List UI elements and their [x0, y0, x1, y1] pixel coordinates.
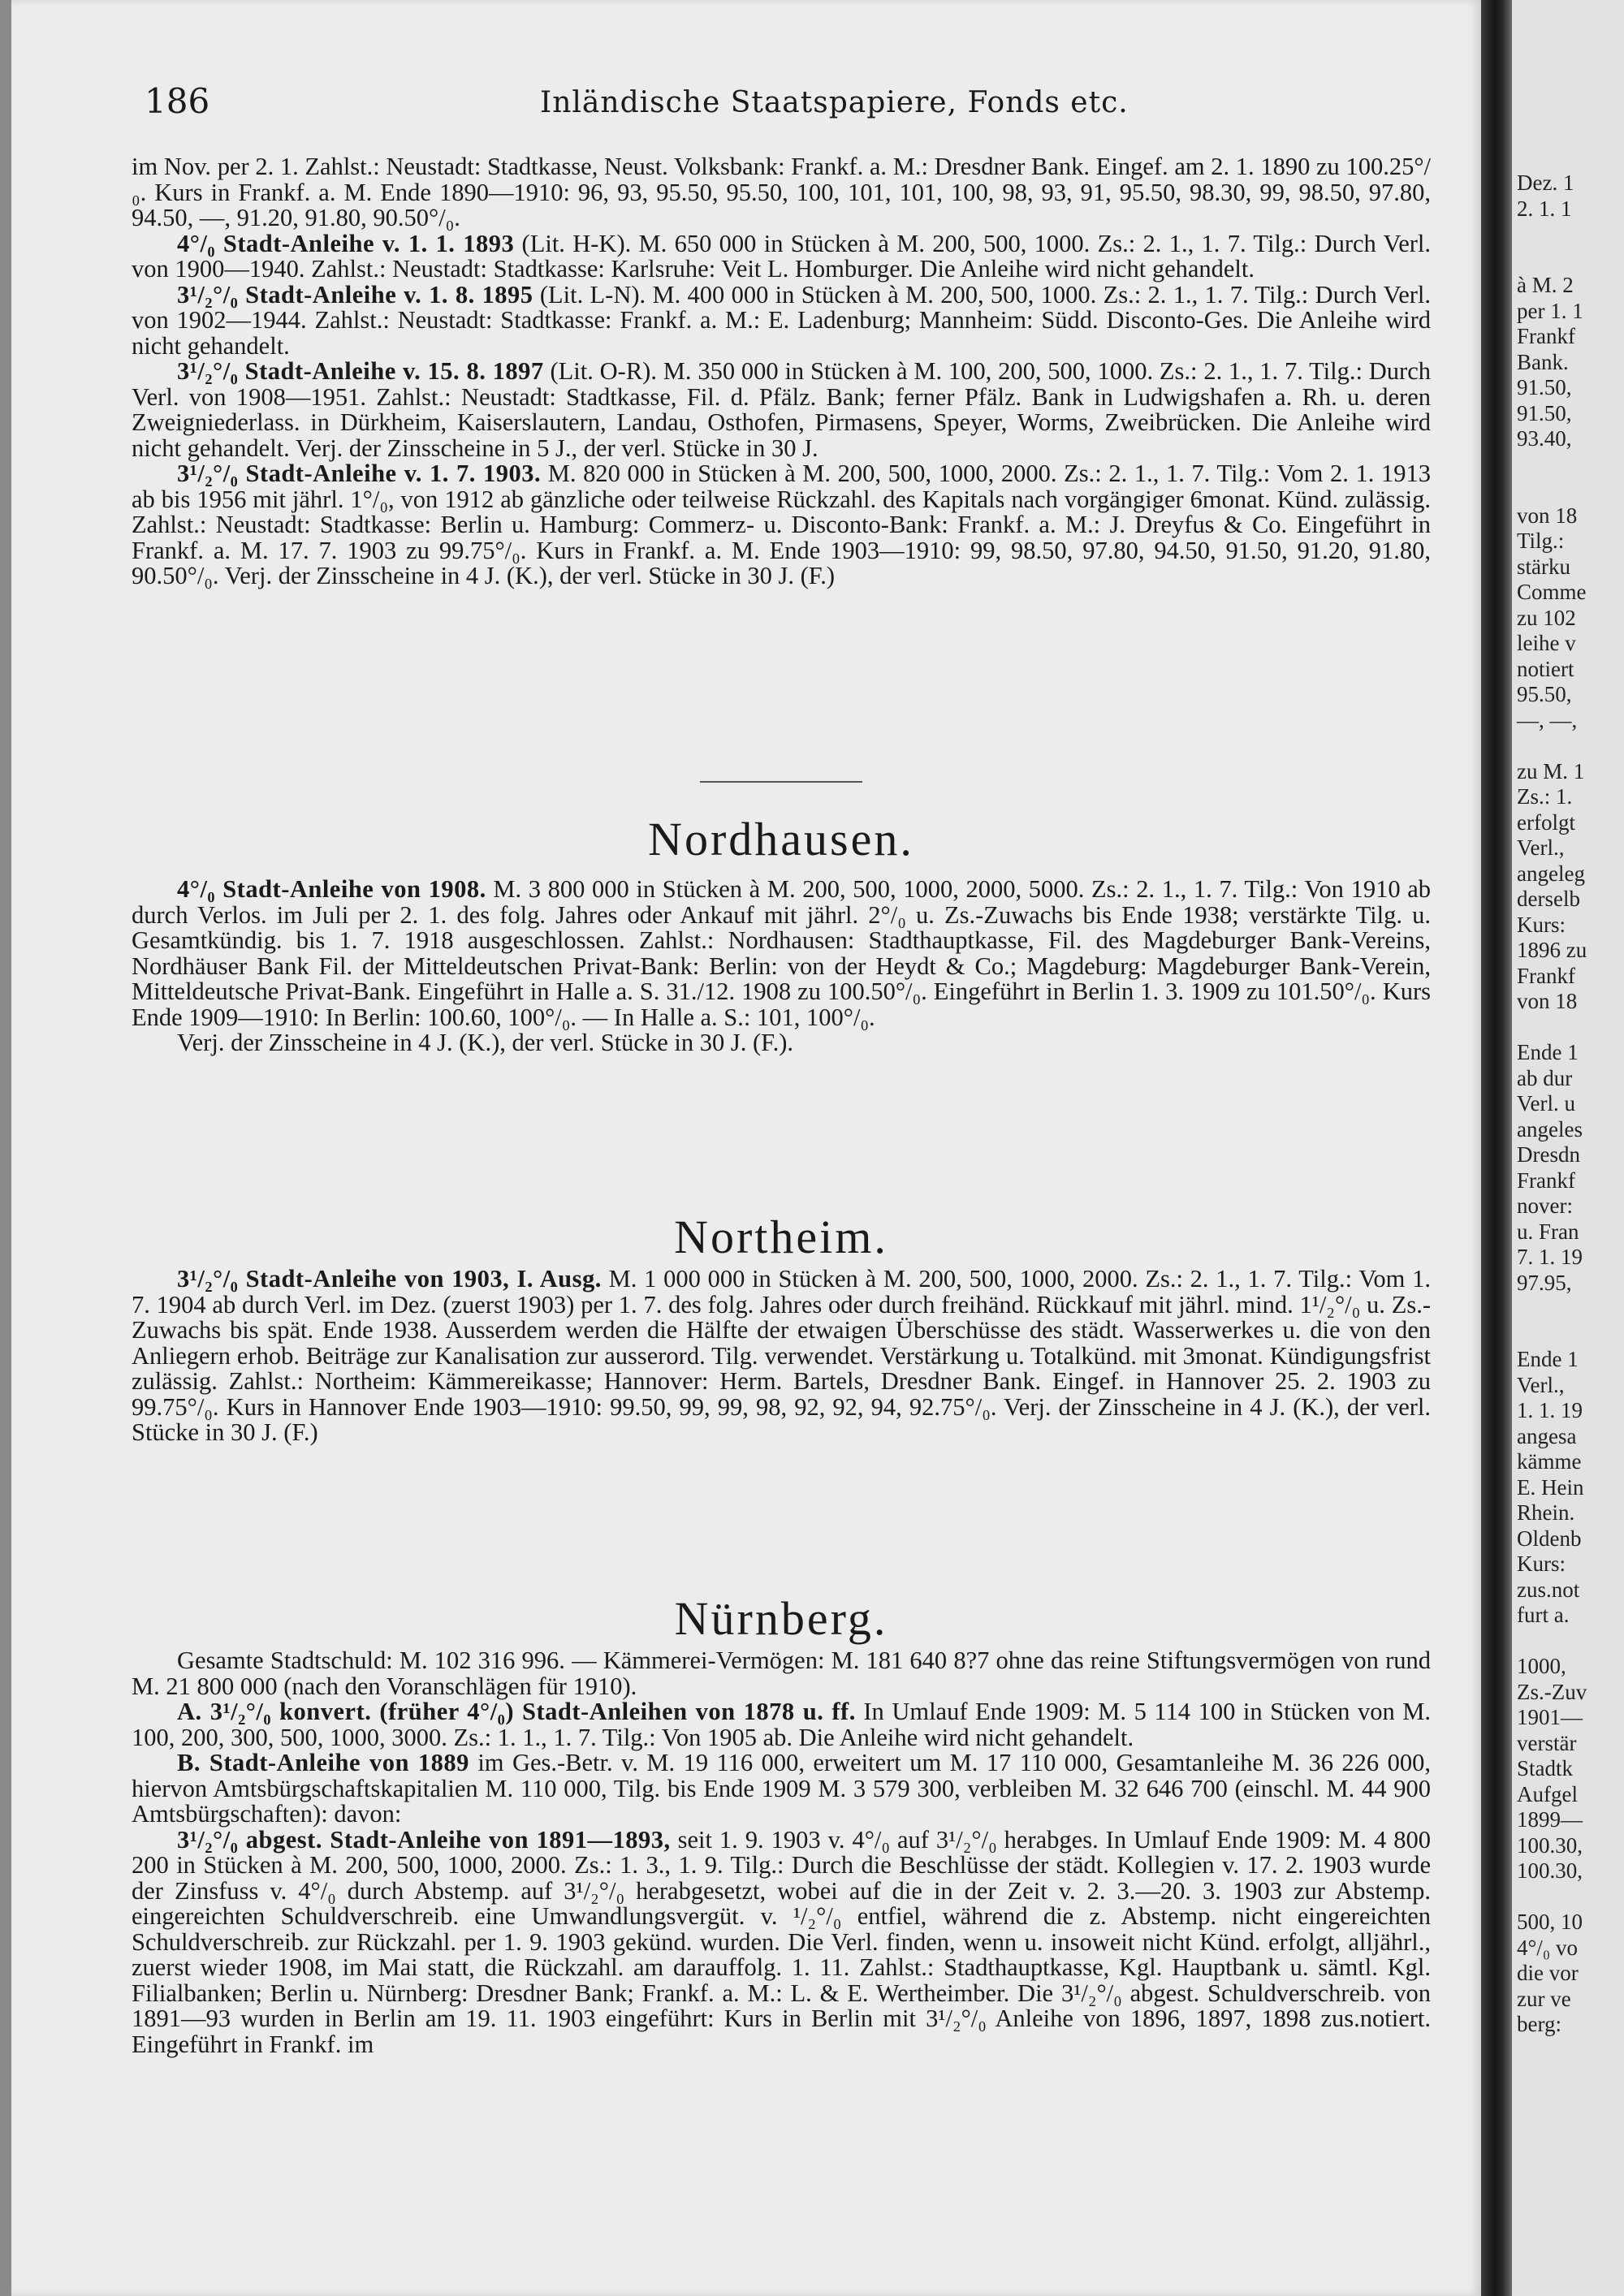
entry-body: M. 3 800 000 in Stücken à M. 200, 500, 1000, 2000, 5000. Zs.: 2. 1., 1. 7. Tilg.: Von 1910 ab durch Verlos. im Juli per 2. 1. des folg. Jahres oder Ankauf mit jährl. 2°/₀ u. Zs.-Zuwachs bis Ende 1938; verstärkte Tilg. u. Gesamtkündig. bis 1. 7. 1918 ausgeschlossen. Zahlst.: Nordhausen: Stadthauptkasse, Fil. des Magdeburger Bank-Vereins, Nordhäuser Bank Fil. der Mitteldeutschen Privat-Bank: Berlin: von der Heydt & Co.; Magdeburg: Magdeburger Bank-Verein, Mitteldeutsche Privat-Bank. Eingeführt in Halle a. S. 31./12. 1908 zu 100.50°/₀. Eingeführt in Berlin 1. 3. 1909 zu 101.50°/₀. Kurs Ende 1909—1910: In Berlin: 100.60, 100°/₀. — In Halle a. S.: 101, 100°/₀. [132, 875, 1432, 1031]
facing-page-fragment: zu 102 [1517, 605, 1576, 630]
facing-page-fragment: 91.50, [1517, 400, 1572, 425]
entry-paragraph [132, 1699, 1431, 1750]
facing-page-fragment: Kurs: [1517, 1552, 1566, 1576]
entry-body: seit 1. 9. 1903 v. 4°/₀ auf 3¹/₂°/₀ herabges. In Umlauf Ende 1909: M. 4 800 200 in Stücken à M. 200, 500, 1000, 2000. Zs.: 1. 3., 1. 9. Tilg.: Durch die Beschlüsse der städt. Kollegien v. 17. 2. 1903 wurde der Zinsfuss v. 4°/₀ durch Abstemp. auf 3¹/₂°/₀ herabgesetzt, wobei auf die in der Zeit v. 2. 3.—20. 3. 1903 zur Abstemp. eingereichten Schuldverschreib. eine Umwandlungsvergüt. v. ¹/₂°/₀ entfiel, während die z. Abstemp. nicht eingereichten Schuldverschreib. zur Rückzahl. per 1. 9. 1903 gekünd. wurden. Die Verl. finden, wenn u. insoweit nicht Künd. erfolgt, alljährl., zuerst wieder 1908, im Mai statt, die Rückzahl. am darauffolg. 1. 11. Zahlst.: Stadthauptkasse, Kgl. Hauptbank u. sämtl. Kgl. Filialbanken; Berlin u. Nürnberg: Dresdner Bank; Frankf. a. M.: L. & E. Wertheimber. Die 3¹/₂°/₀ abgest. Schuldverschreib. von 1891—93 wurden in Berlin am 19. 11. 1903 eingeführt: Kurs in Berlin mit 3¹/₂°/₀ Anleihe von 1896, 1897, 1898 zus.notiert. Eingeführt in Frankf. im [132, 1825, 1431, 2058]
entry-body: M. 1 000 000 in Stücken à M. 200, 500, 1000, 2000. Zs.: 2. 1., 1. 7. Tilg.: Vom 1. 7. 1904 ab durch Verl. im Dez. (zuerst 1903) per 1. 7. des folg. Jahres oder durch freihänd. Rückkauf mit jährl. mind. 1¹/₂°/₀ u. Zs.-Zuwachs bis spät. Ende 1938. Ausserdem werden die Hälfte der etwaigen Überschüsse des städt. Wasserwerkes u. die von den Anliegern erhob. Beiträge zur Kanalisation zur ausserord. Tilg. verwendet. Verstärkung u. Totalkünd. mit 3monat. Kündigungsfrist zulässig. Zahlst.: Northeim: Kämmereikasse; Hannover: Herm. Bartels, Dresdner Bank. Eingef. in Hannover 25. 2. 1903 zu 99.75°/₀. Kurs in Hannover Ende 1903—1910: 99.50, 99, 99, 98, 92, 92, 94, 92.75°/₀. Verj. der Zinsscheine in 4 J. (K.), der verl. Stücke in 30 J. (F.) [132, 1265, 1431, 1446]
facing-page-fragment: per 1. 1 [1517, 298, 1583, 323]
facing-page-fragment: Frankf [1517, 324, 1575, 348]
facing-page-fragment: 1896 zu [1517, 938, 1587, 962]
facing-page-fragment: Verl. u [1517, 1091, 1575, 1116]
paragraph: im Nov. per 2. 1. Zahlst.: Neustadt: Stadtkasse, Neust. Volksbank: Frankf. a. M.: Dresdner Bank. Eingef. am 2. 1. 1890 zu 100.25°/₀. Kurs in Frankf. a. M. Ende 1890—1910: 96, 93, 95.50, 95.50, 100, 101, 101, 100, 98, 93, 91, 95.50, 98.30, 99, 98.50, 97.80, 94.50, —, 91.20, 91.80, 90.50°/₀. [132, 153, 1431, 231]
entry-paragraph [132, 1825, 1431, 2058]
facing-page-fragment: furt a. [1517, 1603, 1570, 1627]
facing-page-fragment: 1000, [1517, 1654, 1566, 1678]
facing-page-fragment: Rhein. [1517, 1500, 1575, 1525]
facing-page-fragment: Dez. 1 [1517, 170, 1574, 195]
entry-paragraph [132, 1267, 1431, 1446]
entry-body: (Lit. H-K). M. 650 000 in Stücken à M. 200, 500, 1000. Zs.: 2. 1., 1. 7. Tilg.: Durch Verl. von 1900—1940. Zahlst.: Neustadt: Stadtkasse: Karlsruhe: Veit L. Homburger. Die Anleihe wird nicht gehandelt. [132, 229, 1431, 283]
entry-heading: A. 3¹/₂°/₀ konvert. (früher 4°/₀) Stadt-Anleihen von 1878 u. ff. [177, 1698, 856, 1725]
entry-body: im Ges.-Betr. v. M. 19 116 000, erweitert um M. 17 110 000, Gesamtanleihe M. 36 226 000, hiervon Amtsbürgschaftskapitalien M. 110 000, Tilg. bis Ende 1909 M. 3 579 300, verbleiben M. 32 646 700 (einschl. M. 44 900 Amtsbürgschaften): davon: [132, 1749, 1431, 1828]
entry-paragraph [132, 461, 1431, 589]
facing-page-fragment: stärku [1517, 554, 1570, 579]
facing-page-fragment: 95.50, [1517, 682, 1572, 706]
entry-heading: 3¹/₂°/₀ Stadt-Anleihe von 1903, I. Ausg. [177, 1265, 602, 1293]
entry-paragraph [132, 231, 1431, 283]
facing-page-fragment: Aufgel [1517, 1781, 1578, 1806]
book-gutter [1481, 0, 1512, 2296]
facing-page-fragment: zur ve [1517, 1986, 1571, 2011]
entry-heading: 4°/₀ Stadt-Anleihe von 1908. [177, 875, 486, 903]
facing-page-fragment: derselb [1517, 887, 1580, 911]
facing-page-fragment: Verl., [1517, 1372, 1565, 1397]
entry-heading: 4°/₀ Stadt-Anleihe v. 1. 1. 1893 [177, 229, 515, 257]
facing-page-fragment: notiert [1517, 656, 1574, 681]
facing-page-fragment: nover: [1517, 1193, 1573, 1218]
entry-paragraph [132, 877, 1431, 1030]
facing-page-fragment: leihe v [1517, 631, 1576, 655]
facing-page-fragment: 1. 1. 19 [1517, 1398, 1583, 1422]
facing-page-fragment: ab dur [1517, 1065, 1573, 1090]
facing-page-fragment: von 18 [1517, 503, 1578, 528]
facing-page-fragment: 500, 10 [1517, 1910, 1583, 1934]
paragraph: Verj. der Zinsscheine in 4 J. (K.), der verl. Stücke in 30 J. (F.). [177, 1029, 794, 1056]
section-title-northeim: Northeim. [674, 1211, 888, 1263]
section-title-nordhausen: Nordhausen. [648, 813, 914, 865]
entry-heading: 3¹/₂°/₀ Stadt-Anleihe v. 1. 8. 1895 [177, 280, 533, 309]
entry-paragraph [132, 1750, 1431, 1828]
facing-page-fragment: zu M. 1 [1517, 758, 1585, 783]
facing-page-fragment: 4°/₀ vo [1517, 1935, 1578, 1960]
facing-page-fragment: E. Hein [1517, 1474, 1584, 1500]
facing-page-fragment: kämme [1517, 1449, 1582, 1474]
page-number: 186 [145, 81, 210, 121]
facing-page-fragment: 93.40, [1517, 426, 1572, 451]
facing-page-fragment: Stadtk [1517, 1756, 1574, 1780]
entry-body: M. 820 000 in Stücken à M. 200, 500, 1000, 2000. Zs.: 2. 1., 1. 7. Tilg.: Vom 2. 1. 1913 ab bis 1956 mit jährl. 1°/₀, von 1912 ab gänzliche oder teilweise Rückzahl. des Kapitals nach vorgängiger 6monat. Künd. zulässig. Zahlst.: Neustadt: Stadtkasse: Berlin u. Hamburg: Commerz- u. Disconto-Bank: Frankf. a. M.: J. Dreyfus & Co. Eingeführt in Frankf. a. M. 17. 7. 1903 zu 99.75°/₀. Kurs in Frankf. a. M. Ende 1903—1910: 99, 98.50, 97.80, 94.50, 91.50, 91.20, 91.80, 90.50°/₀. Verj. der Zinsscheine in 4 J. (K.), der verl. Stücke in 30 J. (F.) [132, 460, 1431, 589]
facing-page-fragment: 2. 1. 1 [1517, 196, 1572, 221]
facing-page-fragment: u. Fran [1517, 1219, 1579, 1244]
facing-page-fragment: 7. 1. 19 [1517, 1245, 1583, 1269]
entry-body: (Lit. L-N). M. 400 000 in Stücken à M. 200, 500, 1000. Zs.: 2. 1., 1. 7. Tilg.: Durch Verl. von 1902—1944. Zahlst.: Neustadt: Stadtkasse: Frankf. a. M.: E. Ladenburg; Mannheim: Südd. Disconto-Ges. Die Anleihe wird nicht gehandelt. [132, 280, 1431, 360]
entry-paragraph [132, 280, 1431, 360]
facing-page-fragment: Oldenb [1517, 1526, 1582, 1551]
section-divider [700, 781, 862, 783]
entry-body: (Lit. O-R). M. 350 000 in Stücken à M. 100, 200, 500, 1000. Zs.: 2. 1., 1. 7. Tilg.: Durch Verl. von 1908—1951. Zahlst.: Neustadt: Stadtkasse, Fil. d. Pfälz. Bank; ferner Pfälz. Bank in Ludwigshafen a. Rh. u. deren Zweigniederlass. in Dürkheim, Kaiserslautern, Landau, Osthofen, Pirmasens, Speyer, Worms, Zweibrücken. Die Anleihe wird nicht gehandelt. Verj. der Zinsscheine in 5 J., der verl. Stücke in 30 J. [132, 357, 1432, 462]
entry-paragraph [132, 359, 1431, 461]
facing-page-fragment: berg: [1517, 2012, 1561, 2036]
paragraph: Gesamte Stadtschuld: M. 102 316 996. — Kämmerei-Vermögen: M. 181 640 8?7 ohne das reine Stiftungsvermögen von rund M. 21 800 000 (nach den Voranschlägen für 1910). [132, 1646, 1431, 1700]
facing-page-fragment: angesa [1517, 1423, 1577, 1448]
entry-body: In Umlauf Ende 1909: M. 5 114 100 in Stücken von M. 100, 200, 300, 500, 1000, 3000. Zs.: 1. 1., 1. 7. Tilg.: Von 1905 ab. Die Anleihe wird nicht gehandelt. [132, 1698, 1432, 1751]
facing-page-fragment: von 18 [1517, 989, 1578, 1013]
facing-page-fragment: Kurs: [1517, 912, 1566, 937]
facing-page-fragment: Frankf [1517, 963, 1575, 988]
running-head: Inländische Staatspapiere, Fonds etc. [540, 86, 1129, 119]
facing-page-fragment: verstär [1517, 1730, 1577, 1755]
facing-page-fragment: à M. 2 [1517, 273, 1574, 297]
facing-page-fragment: die vor [1517, 1961, 1579, 1985]
facing-page [1512, 0, 1624, 2296]
facing-page-fragment: Ende 1 [1517, 1347, 1579, 1371]
facing-page-fragment: 91.50, [1517, 375, 1572, 399]
facing-page-fragment: 1899— [1517, 1807, 1583, 1832]
facing-page-fragment: erfolgt [1517, 809, 1575, 835]
nuernberg-block [132, 1648, 1431, 2057]
facing-page-fragment: Dresdn [1517, 1142, 1580, 1167]
facing-page-fragment: Verl., [1517, 835, 1565, 860]
entry-heading: 3¹/₂°/₀ Stadt-Anleihe v. 1. 7. 1903. [177, 460, 542, 487]
entry-heading: B. Stadt-Anleihe von 1889 [177, 1749, 469, 1776]
facing-page-fragment: 1901— [1517, 1705, 1583, 1729]
facing-page-fragment: Zs.-Zuv [1517, 1679, 1587, 1704]
page-header [130, 81, 1429, 130]
nordhausen-block [132, 877, 1431, 1056]
section-title-nuernberg: Nürnberg. [674, 1592, 888, 1645]
northeim-block [132, 1267, 1431, 1446]
facing-page-fragment: angeles [1517, 1116, 1583, 1142]
facing-page-fragment: Bank. [1517, 349, 1569, 374]
facing-page-fragment: zus.not [1517, 1577, 1580, 1602]
entry-heading: 3¹/₂°/₀ abgest. Stadt-Anleihe von 1891—1893, [177, 1825, 671, 1854]
facing-page-fragment: 100.30, [1517, 1832, 1583, 1858]
facing-page-fragment: 97.95, [1517, 1270, 1572, 1295]
facing-page-fragment: angeleg [1517, 861, 1585, 886]
neustadt-continued-block [132, 154, 1431, 589]
facing-page-fragment: 100.30, [1517, 1858, 1583, 1883]
facing-page-fragment: Ende 1 [1517, 1040, 1579, 1064]
facing-page-fragment: Frankf [1517, 1167, 1575, 1193]
entry-heading: 3¹/₂°/₀ Stadt-Anleihe v. 15. 8. 1897 [177, 357, 544, 385]
facing-page-fragment: Tilg.: [1517, 529, 1565, 553]
facing-page-fragment: —, —, [1517, 707, 1578, 732]
facing-page-fragment: Comme [1517, 580, 1587, 604]
facing-page-fragment: Zs.: 1. [1517, 784, 1573, 809]
